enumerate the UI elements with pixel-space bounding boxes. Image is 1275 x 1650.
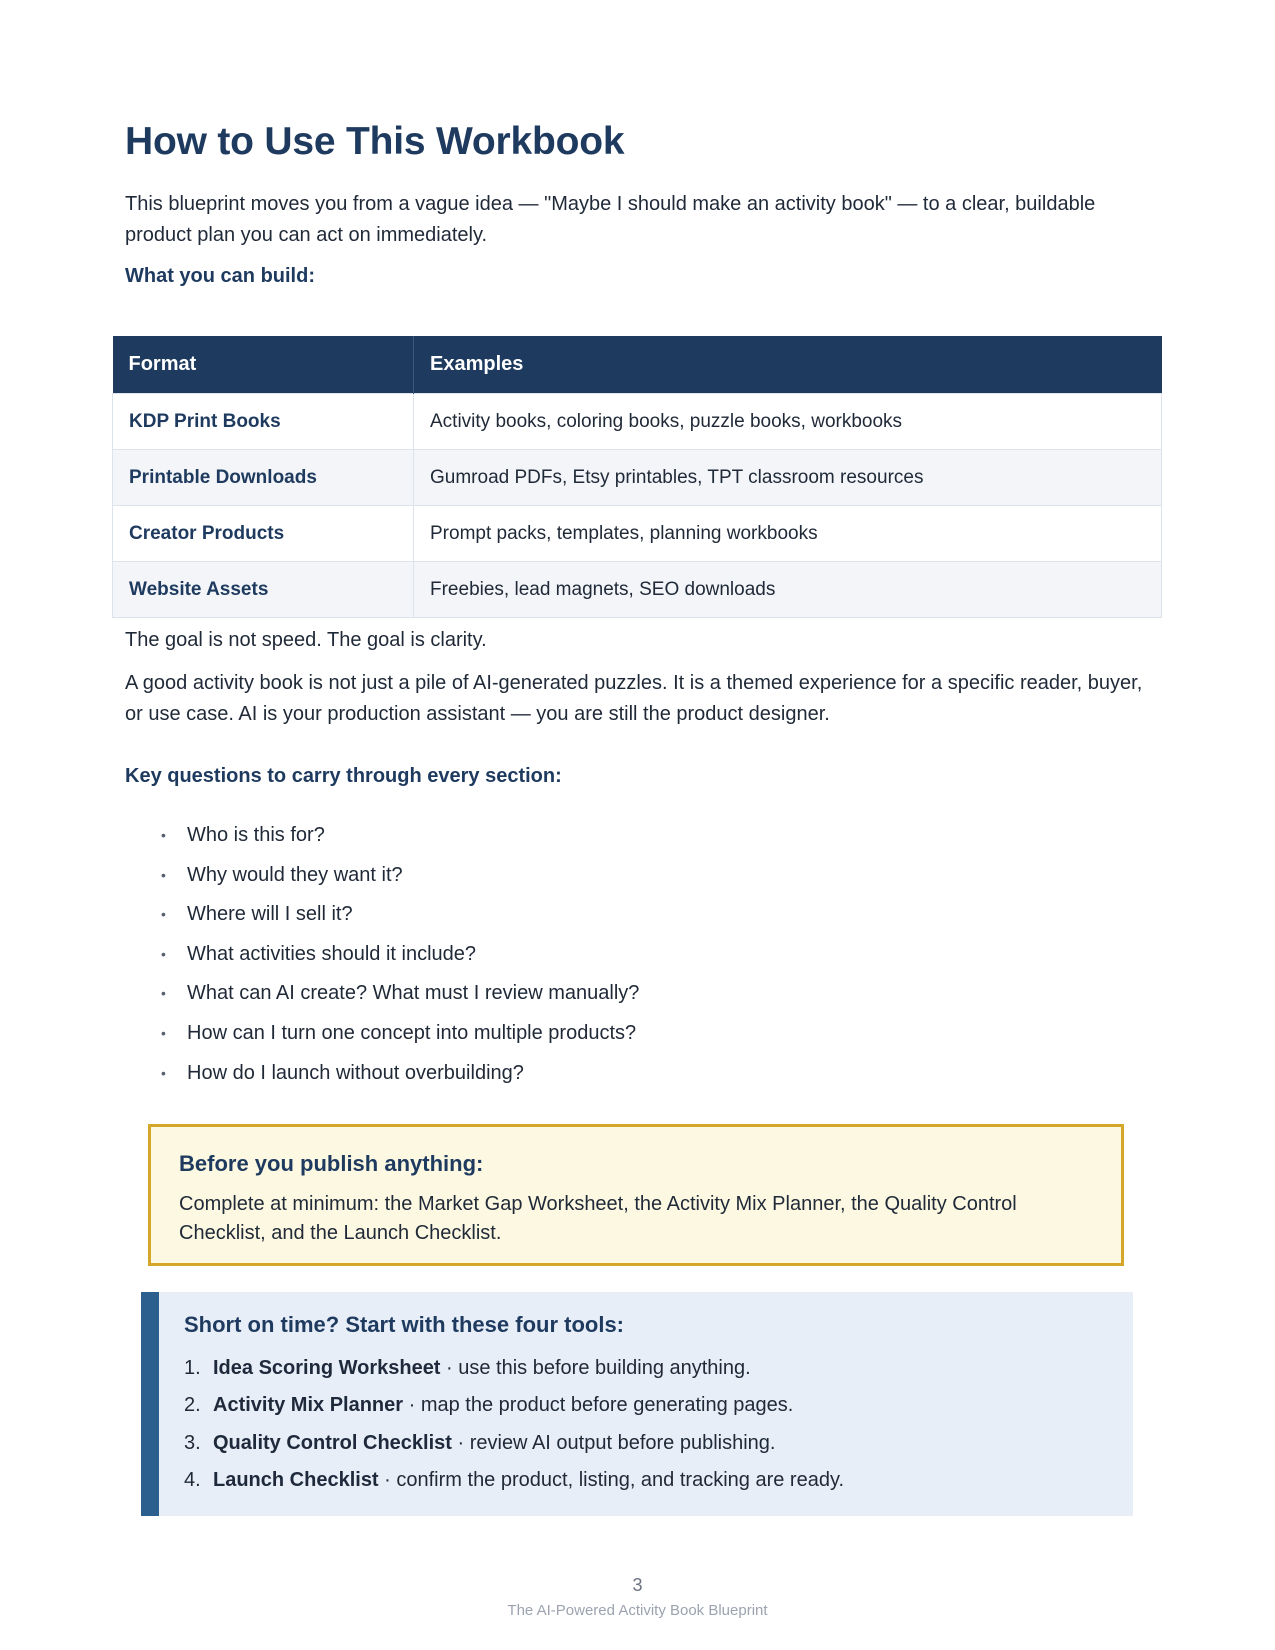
table-row bbox=[113, 506, 1162, 562]
list-item bbox=[184, 1425, 844, 1462]
tool-description: · use this before building anything. bbox=[440, 1357, 751, 1379]
question-text: How do I launch without overbuilding? bbox=[187, 1061, 524, 1084]
accent-bar bbox=[141, 1292, 159, 1516]
footer-book-title: The AI-Powered Activity Book Blueprint bbox=[507, 1602, 768, 1619]
tools-list bbox=[184, 1350, 844, 1499]
intro-paragraph: This blueprint moves you from a vague idea — "Maybe I should make an activity book" — to a clear, buildable product plan you can act on immediately. bbox=[125, 193, 1096, 246]
tool-description: · confirm the product, listing, and tracking are ready. bbox=[378, 1468, 845, 1491]
examples-cell: Gumroad PDFs, Etsy printables, TPT classroom resources bbox=[414, 450, 1162, 506]
tool-name: Launch Checklist bbox=[213, 1468, 379, 1491]
bullet-icon: • bbox=[161, 827, 166, 843]
page-number: 3 bbox=[632, 1575, 643, 1595]
callout-title: Before you publish anything: bbox=[179, 1151, 484, 1176]
questions-list bbox=[158, 816, 639, 1093]
bullet-icon: • bbox=[161, 1024, 166, 1041]
table-row bbox=[113, 450, 1162, 506]
format-cell: Printable Downloads bbox=[113, 450, 414, 506]
table-row bbox=[113, 394, 1162, 450]
list-item bbox=[158, 1014, 639, 1054]
bullet-icon: • bbox=[161, 1064, 166, 1081]
page-title: How to Use This Workbook bbox=[125, 120, 625, 163]
tool-name: Quality Control Checklist bbox=[213, 1431, 452, 1454]
examples-cell: Activity books, coloring books, puzzle books, workbooks bbox=[414, 394, 1162, 450]
bullet-icon: • bbox=[161, 906, 166, 923]
question-text: Who is this for? bbox=[187, 824, 325, 846]
format-cell: KDP Print Books bbox=[113, 394, 414, 450]
list-item bbox=[184, 1462, 844, 1499]
goal-statement: The goal is not speed. The goal is clarity. bbox=[125, 629, 487, 651]
list-item bbox=[158, 1054, 639, 1094]
examples-cell: Prompt packs, templates, planning workbooks bbox=[414, 506, 1162, 562]
list-item bbox=[158, 974, 639, 1014]
format-cell: Website Assets bbox=[113, 562, 414, 618]
tool-description: · review AI output before publishing. bbox=[451, 1431, 776, 1454]
tools-title: Short on time? Start with these four tools: bbox=[184, 1312, 624, 1337]
bullet-icon: • bbox=[161, 866, 166, 883]
tool-description: · map the product before generating pages. bbox=[403, 1394, 794, 1417]
formats-table bbox=[112, 336, 1162, 618]
tools-box bbox=[141, 1292, 1133, 1516]
tool-name: Idea Scoring Worksheet bbox=[213, 1357, 441, 1379]
table-header-row bbox=[113, 336, 1162, 394]
list-item bbox=[158, 935, 639, 975]
item-number: 2. bbox=[184, 1394, 201, 1417]
question-text: Where will I sell it? bbox=[187, 903, 353, 926]
question-text: How can I turn one concept into multiple products? bbox=[187, 1021, 637, 1044]
item-number: 1. bbox=[184, 1357, 201, 1379]
question-text: Why would they want it? bbox=[187, 863, 403, 886]
question-text: What activities should it include? bbox=[187, 942, 477, 965]
question-text: What can AI create? What must I review manually? bbox=[187, 982, 640, 1005]
table-row bbox=[113, 562, 1162, 618]
questions-heading: Key questions to carry through every section: bbox=[125, 765, 562, 787]
item-number: 4. bbox=[184, 1468, 201, 1491]
list-item bbox=[184, 1387, 844, 1424]
bullet-icon: • bbox=[161, 945, 166, 962]
list-item bbox=[158, 895, 639, 935]
item-number: 3. bbox=[184, 1431, 201, 1454]
list-item bbox=[184, 1350, 844, 1387]
explanation-paragraph: A good activity book is not just a pile of AI-generated puzzles. It is a themed experience for a specific reader, buyer, or use case. AI is your production assistant — you are still the product designer. bbox=[125, 672, 1143, 725]
column-header-examples: Examples bbox=[414, 336, 1162, 394]
build-heading: What you can build: bbox=[125, 265, 315, 287]
column-header-format: Format bbox=[113, 336, 414, 394]
bullet-icon: • bbox=[161, 985, 166, 1002]
examples-cell: Freebies, lead magnets, SEO downloads bbox=[414, 562, 1162, 618]
list-item bbox=[158, 856, 639, 896]
format-cell: Creator Products bbox=[113, 506, 414, 562]
publish-callout bbox=[148, 1124, 1124, 1266]
list-item bbox=[158, 816, 639, 856]
callout-text: Complete at minimum: the Market Gap Worksheet, the Activity Mix Planner, the Quality Control Checklist, and the Launch Checklist. bbox=[179, 1193, 1017, 1244]
tool-name: Activity Mix Planner bbox=[213, 1394, 404, 1417]
